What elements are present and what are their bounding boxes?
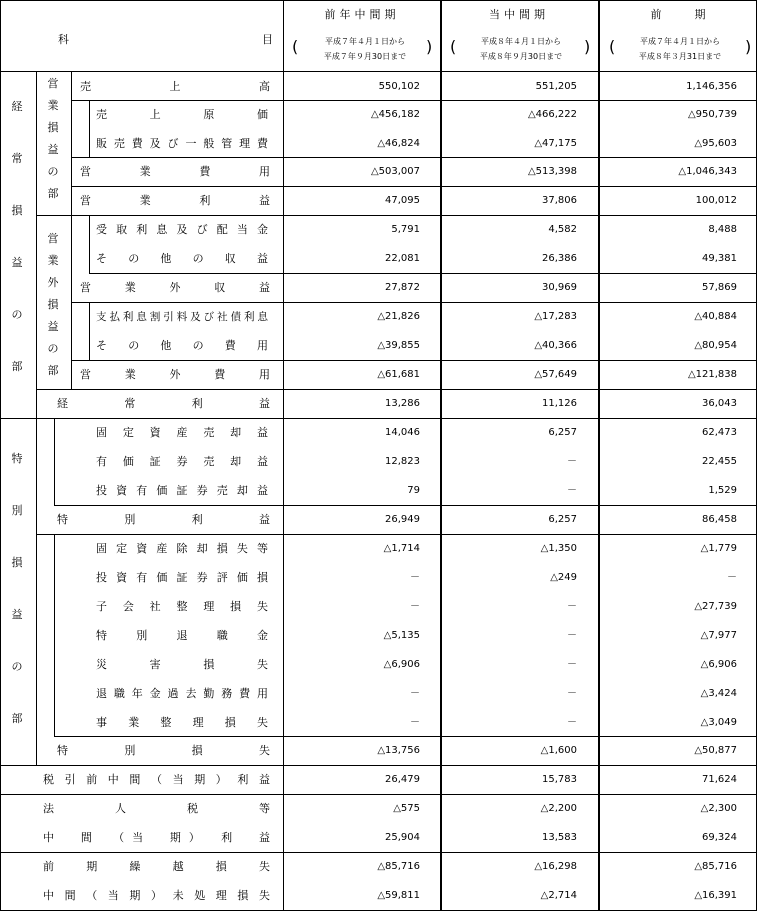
vertical-char: の (47, 165, 59, 178)
grid-line (89, 100, 90, 157)
grid-line (36, 534, 757, 535)
row-label: 固定資産除却損失等 (96, 542, 268, 555)
row-value-col3: 69,324 (702, 832, 737, 843)
grid-line (0, 852, 757, 853)
row-value-col3: － (727, 572, 737, 583)
row-value-col2: △1,350 (540, 543, 577, 554)
row-value-col1: △39,855 (377, 340, 420, 351)
row-value-col3: △1,046,343 (678, 166, 737, 177)
vertical-char: の (47, 342, 59, 355)
row-value-col3: △121,838 (687, 369, 737, 380)
col3-paren-open: ( (609, 37, 616, 56)
grid-line (71, 100, 757, 101)
vertical-char: 益 (47, 320, 59, 333)
row-value-col3: 57,869 (702, 282, 737, 293)
col3-to: 平成８年３月31日まで (638, 52, 722, 61)
row-value-col2: △40,366 (534, 340, 577, 351)
group-tokubetsu-label (9, 452, 25, 764)
grid-line (0, 71, 757, 72)
col1-to: 平成７年９月30日まで (323, 52, 407, 61)
vertical-char: 損 (47, 121, 59, 134)
vertical-char: 部 (11, 360, 23, 373)
vertical-char: 益 (11, 608, 23, 621)
vertical-char: 業 (47, 99, 59, 112)
row-label: 営 業 費 用 (80, 165, 270, 178)
row-label: 法 人 税 等 (43, 802, 270, 815)
row-value-col1: △5,135 (383, 630, 420, 641)
col3-title: 前 期 (650, 8, 706, 21)
grid-line (0, 0, 1, 911)
row-value-col2: △16,298 (534, 861, 577, 872)
row-value-col3: △95,603 (694, 138, 737, 149)
row-value-col1: 26,949 (385, 514, 420, 525)
row-label: 販売費及び一般管理費 (96, 137, 268, 150)
row-label: 中 間 （当 期） 利 益 (43, 831, 270, 844)
vertical-char: 別 (11, 504, 23, 517)
grid-line (89, 302, 90, 360)
row-value-col1: 22,081 (385, 253, 420, 264)
vertical-char: 常 (11, 152, 23, 165)
col1-from: 平成７年４月１日から (325, 37, 405, 46)
row-label: 災 害 損 失 (96, 658, 268, 671)
row-value-col1: 79 (407, 485, 420, 496)
row-label: 投資有価証券評価損 (96, 571, 268, 584)
row-value-col3: △27,739 (694, 601, 737, 612)
row-value-col1: 12,823 (385, 456, 420, 467)
row-value-col1: 26,479 (385, 774, 420, 785)
row-label: 有価証券売却益 (96, 455, 268, 468)
row-value-col1: 25,904 (385, 832, 420, 843)
row-label: 受取利息及び配当金 (96, 223, 268, 236)
row-value-col3: 86,458 (702, 514, 737, 525)
row-value-col1: △575 (393, 803, 420, 814)
vertical-char: 益 (47, 143, 59, 156)
row-value-col2: 15,783 (542, 774, 577, 785)
row-label: 営 業 外 費 用 (80, 368, 270, 381)
row-value-col2: △1,600 (540, 745, 577, 756)
row-label: 子会社整理損失 (96, 600, 268, 613)
row-value-col2: 30,969 (542, 282, 577, 293)
row-value-col3: △40,884 (694, 311, 737, 322)
vertical-char: 損 (11, 556, 23, 569)
row-label: 投資有価証券売却益 (96, 484, 268, 497)
row-label: 売 上 原 価 (96, 108, 268, 121)
col2-title: 当中間期 (489, 8, 549, 21)
row-label: 支払利息割引料及び社債利息 (96, 311, 268, 323)
row-value-col2: － (567, 485, 577, 496)
group-keijo-label (9, 100, 25, 412)
row-value-col3: 8,488 (708, 224, 737, 235)
row-label: 売 上 高 (80, 80, 270, 93)
vertical-char: 営 (47, 77, 59, 90)
header-subject-b: 目 (262, 33, 273, 46)
row-value-col3: 62,473 (702, 427, 737, 438)
row-label: 営 業 利 益 (80, 194, 270, 207)
col2-from: 平成８年４月１日から (481, 37, 561, 46)
row-label: 中間（当期）未処理損失 (43, 889, 270, 902)
grid-line (0, 0, 757, 1)
col1-paren-close: ) (426, 37, 433, 56)
row-label: 退職年金過去勤務費用 (96, 687, 268, 700)
row-value-col2: 6,257 (548, 427, 577, 438)
row-value-col3: △950,739 (687, 109, 737, 120)
vertical-char: の (11, 660, 23, 673)
vertical-char: 業 (47, 254, 59, 267)
col3-paren-close: ) (745, 37, 752, 56)
grid-line (54, 534, 55, 736)
grid-line (54, 505, 757, 506)
row-value-col3: 22,455 (702, 456, 737, 467)
row-label: そ の 他 の 収 益 (96, 252, 268, 265)
row-value-col1: △503,007 (370, 166, 420, 177)
row-value-col2: － (567, 456, 577, 467)
vertical-char: 部 (11, 712, 23, 725)
row-value-col2: 37,806 (542, 195, 577, 206)
row-value-col3: 1,529 (708, 485, 737, 496)
col1-title: 前年中間期 (324, 8, 400, 21)
grid-line (71, 71, 72, 215)
grid-line (89, 273, 757, 274)
row-value-col2: △47,175 (534, 138, 577, 149)
row-value-col3: 100,012 (695, 195, 737, 206)
grid-line (0, 765, 757, 766)
grid-line (54, 418, 55, 505)
grid-line (54, 736, 757, 737)
row-label: 前 期 繰 越 損 失 (43, 860, 270, 873)
vertical-char: 部 (47, 364, 59, 377)
grid-line (0, 418, 757, 419)
row-value-col1: △13,756 (377, 745, 420, 756)
row-value-col3: △2,300 (700, 803, 737, 814)
row-value-col1: △456,182 (370, 109, 420, 120)
row-value-col2: － (567, 659, 577, 670)
row-value-col1: 47,095 (385, 195, 420, 206)
row-label: 特 別 退 職 金 (96, 629, 268, 642)
col2-paren-close: ) (584, 37, 591, 56)
row-label: 経 常 利 益 (57, 397, 270, 410)
row-value-col3: △6,906 (700, 659, 737, 670)
row-value-col2: △2,200 (540, 803, 577, 814)
row-value-col1: － (410, 601, 420, 612)
grid-line (71, 186, 757, 187)
vertical-char: の (11, 308, 23, 321)
row-value-col2: 26,386 (542, 253, 577, 264)
row-value-col2: 13,583 (542, 832, 577, 843)
row-value-col1: 550,102 (378, 81, 420, 92)
row-value-col1: △61,681 (377, 369, 420, 380)
vertical-char: 益 (11, 256, 23, 269)
row-label: そ の 他 の 費 用 (96, 339, 268, 352)
row-value-col1: － (410, 688, 420, 699)
group-eigyogai-label (45, 232, 61, 386)
grid-line (71, 302, 757, 303)
row-value-col1: △46,824 (377, 138, 420, 149)
row-value-col1: △59,811 (377, 890, 420, 901)
vertical-char: 特 (11, 452, 23, 465)
row-value-col2: 6,257 (548, 514, 577, 525)
row-value-col2: － (567, 601, 577, 612)
row-value-col1: 5,791 (391, 224, 420, 235)
row-value-col1: 27,872 (385, 282, 420, 293)
row-value-col1: － (410, 572, 420, 583)
row-label: 税引前中間（当期）利益 (43, 773, 270, 786)
row-value-col3: 49,381 (702, 253, 737, 264)
row-value-col2: △249 (550, 572, 577, 583)
row-value-col2: － (567, 630, 577, 641)
row-value-col3: △1,779 (700, 543, 737, 554)
row-value-col2: △17,283 (534, 311, 577, 322)
row-value-col3: 71,624 (702, 774, 737, 785)
grid-line (0, 794, 757, 795)
row-label: 事 業 整 理 損 失 (96, 716, 268, 729)
row-value-col2: 551,205 (535, 81, 577, 92)
row-value-col3: △50,877 (694, 745, 737, 756)
vertical-char: 外 (47, 276, 59, 289)
row-value-col3: 1,146,356 (686, 81, 737, 92)
row-value-col1: 13,286 (385, 398, 420, 409)
row-value-col1: △85,716 (377, 861, 420, 872)
row-value-col2: △2,714 (540, 890, 577, 901)
row-value-col2: － (567, 688, 577, 699)
grid-line (36, 71, 37, 418)
row-value-col1: △21,826 (377, 311, 420, 322)
row-value-col2: △57,649 (534, 369, 577, 380)
grid-line (36, 418, 37, 765)
row-value-col3: 36,043 (702, 398, 737, 409)
col2-paren-open: ( (450, 37, 457, 56)
vertical-char: 部 (47, 187, 59, 200)
row-value-col3: △3,424 (700, 688, 737, 699)
grid-line (36, 389, 757, 390)
row-value-col3: △80,954 (694, 340, 737, 351)
col3-from: 平成７年４月１日から (640, 37, 720, 46)
grid-line (89, 215, 90, 273)
vertical-char: 損 (47, 298, 59, 311)
col2-to: 平成８年９月30日まで (479, 52, 563, 61)
row-label: 特 別 利 益 (57, 513, 270, 526)
row-value-col1: － (410, 717, 420, 728)
header-subject-a: 科 (58, 33, 69, 46)
row-value-col1: 14,046 (385, 427, 420, 438)
vertical-char: 営 (47, 232, 59, 245)
row-label: 営 業 外 収 益 (80, 281, 270, 294)
col1-paren-open: ( (292, 37, 299, 56)
row-label: 特 別 損 失 (57, 744, 270, 757)
row-value-col1: △1,714 (383, 543, 420, 554)
row-value-col2: △513,398 (527, 166, 577, 177)
grid-line (36, 215, 757, 216)
row-value-col2: 4,582 (548, 224, 577, 235)
row-value-col3: △16,391 (694, 890, 737, 901)
row-value-col3: △85,716 (694, 861, 737, 872)
row-value-col3: △3,049 (700, 717, 737, 728)
row-value-col1: △6,906 (383, 659, 420, 670)
row-value-col2: － (567, 717, 577, 728)
group-eigyo-label (45, 77, 61, 209)
grid-line (71, 360, 757, 361)
row-value-col2: △466,222 (527, 109, 577, 120)
grid-line (71, 157, 757, 158)
vertical-char: 経 (11, 100, 23, 113)
vertical-char: 損 (11, 204, 23, 217)
row-value-col3: △7,977 (700, 630, 737, 641)
row-value-col2: 11,126 (542, 398, 577, 409)
row-label: 固定資産売却益 (96, 426, 268, 439)
